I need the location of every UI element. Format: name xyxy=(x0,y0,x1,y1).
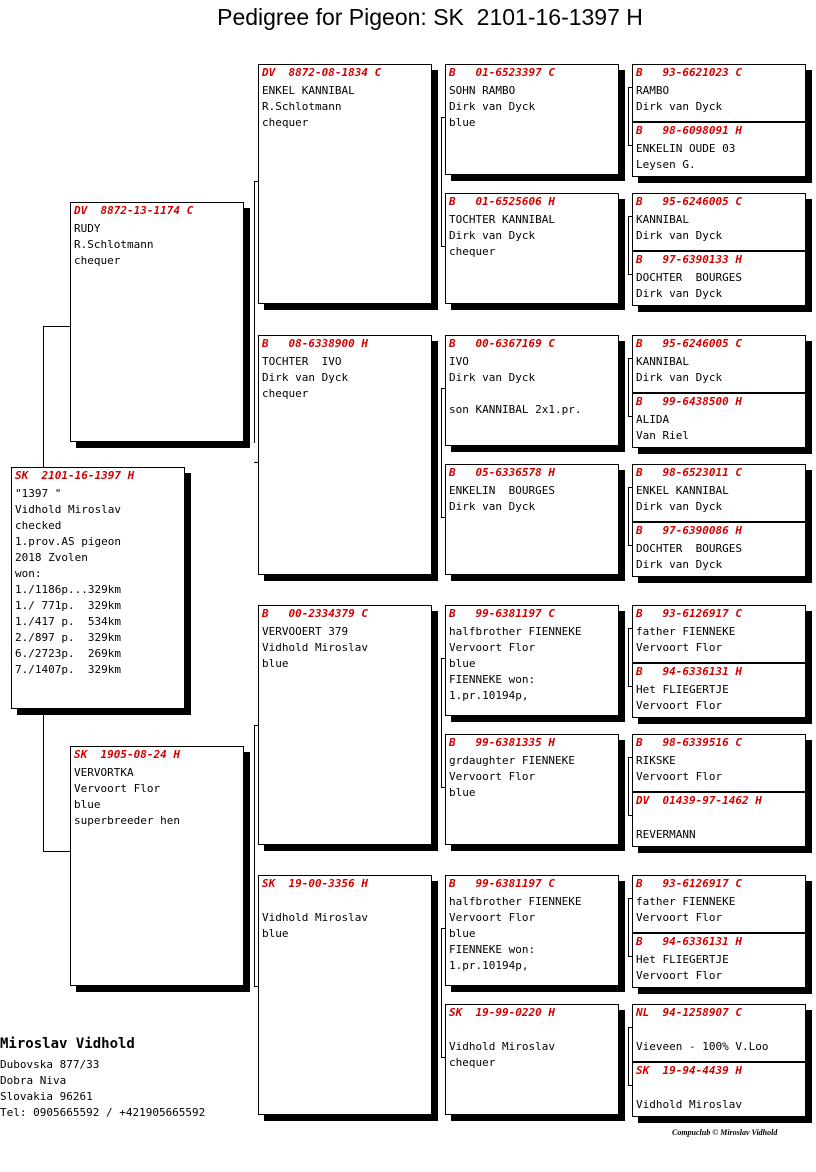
ring-number: DV 01439-97-1462 H xyxy=(636,793,762,807)
bird-details xyxy=(449,624,618,704)
footer-credit: Compuclub © Miroslav Vidhold xyxy=(672,1128,778,1137)
detail-line: blue xyxy=(449,657,476,670)
detail-line: DOCHTER BOURGES xyxy=(636,270,742,284)
detail-line: DOCHTER BOURGES xyxy=(636,541,742,555)
bird-details xyxy=(636,753,805,785)
detail-line: Dirk van Dyck xyxy=(449,500,536,513)
ring-number: DV 8872-08-1834 C xyxy=(262,66,382,79)
detail-line: blue xyxy=(262,657,289,670)
detail-line: Vervoort Flor xyxy=(636,911,723,924)
ring-number: B 08-6338900 H xyxy=(262,337,368,350)
dam-cell xyxy=(633,252,805,307)
great-grandparent-card-ddd[interactable] xyxy=(445,1004,619,1115)
grandparent-card-dd[interactable] xyxy=(258,875,432,1115)
ring-number: B 97-6390133 H xyxy=(636,252,742,266)
bird-details xyxy=(449,212,618,260)
gen5-pair-card-2[interactable] xyxy=(632,335,806,448)
detail-line: Vervoort Flor xyxy=(449,770,536,783)
detail-line: blue xyxy=(74,798,101,811)
detail-line: 7./1407p. 329km xyxy=(15,663,121,676)
detail-line xyxy=(262,894,431,910)
detail-line: ALIDA xyxy=(636,412,670,426)
ring-number: B 99-6381197 C xyxy=(449,607,555,620)
great-grandparent-card-dss[interactable] xyxy=(445,605,619,716)
connector-line xyxy=(43,851,70,852)
connector-line xyxy=(628,628,629,686)
ring-number: SK 2101-16-1397 H xyxy=(15,469,135,482)
page-title: Pedigree for Pigeon: SK 2101-16-1397 H xyxy=(217,4,643,30)
ring-number: B 98-6523011 C xyxy=(636,466,742,479)
detail-line: Dirk van Dyck xyxy=(636,557,723,571)
detail-line: REVERMANN xyxy=(636,827,696,841)
detail-line: ENKEL KANNIBAL xyxy=(636,484,729,497)
detail-line: RUDY xyxy=(74,222,101,235)
detail-line: Vervoort Flor xyxy=(449,911,536,924)
detail-line: blue xyxy=(449,116,476,129)
detail-line: TOCHTER KANNIBAL xyxy=(449,213,555,226)
detail-line: ENKEL KANNIBAL xyxy=(262,84,355,97)
great-grandparent-card-ssd[interactable] xyxy=(445,193,619,304)
dam-cell xyxy=(633,123,805,178)
detail-line: "1397 " xyxy=(15,487,62,500)
detail-line: 6./2723p. 269km xyxy=(15,647,121,660)
connector-line xyxy=(628,487,629,545)
ring-number: B 93-6621023 C xyxy=(636,66,742,79)
detail-line: Dirk van Dyck xyxy=(636,229,723,242)
gen5-pair-card-7[interactable] xyxy=(632,1004,806,1117)
dam-card[interactable] xyxy=(70,746,244,986)
sire-card[interactable] xyxy=(70,202,244,442)
detail-line: superbreeder hen xyxy=(74,814,180,827)
dam-cell xyxy=(633,394,805,449)
bird-details xyxy=(449,483,618,515)
gen5-pair-card-1[interactable] xyxy=(632,193,806,306)
gen5-pair-card-5[interactable] xyxy=(632,734,806,847)
detail-line: R.Schlotmann xyxy=(262,100,342,113)
detail-line: Vervoort Flor xyxy=(636,641,723,654)
owner-phone: Tel: 0905665592 / +421905665592 xyxy=(0,1106,206,1119)
detail-line: Dirk van Dyck xyxy=(449,229,536,242)
ring-number: B 00-2334379 C xyxy=(262,607,368,620)
connector-line xyxy=(441,388,442,517)
detail-line xyxy=(636,1023,805,1039)
connector-line xyxy=(628,358,629,416)
ring-number: DV 8872-13-1174 C xyxy=(74,204,194,217)
ring-number: NL 94-1258907 C xyxy=(636,1006,742,1019)
dam-cell xyxy=(633,523,805,578)
detail-line: blue xyxy=(449,927,476,940)
ring-number: B 99-6381197 C xyxy=(449,877,555,890)
detail-line: 1./417 p. 534km xyxy=(15,615,121,628)
connector-line xyxy=(441,658,442,787)
connector-line xyxy=(441,928,442,1057)
grandparent-card-ss[interactable] xyxy=(258,64,432,304)
connector-line xyxy=(628,87,629,145)
bird-details xyxy=(636,412,805,444)
bird-details xyxy=(449,894,618,974)
detail-line: Leysen G. xyxy=(636,157,696,171)
sire-cell xyxy=(633,194,805,251)
detail-line: chequer xyxy=(449,245,496,258)
detail-line: Dirk van Dyck xyxy=(449,371,536,384)
detail-line: 1./ 771p. 329km xyxy=(15,599,121,612)
detail-line: Van Riel xyxy=(636,428,689,442)
detail-line: SOHN RAMBO xyxy=(449,84,516,97)
detail-line: chequer xyxy=(262,116,309,129)
ring-number: B 93-6126917 C xyxy=(636,607,742,620)
bird-details xyxy=(636,1081,805,1113)
gen5-pair-card-3[interactable] xyxy=(632,464,806,577)
bird-details xyxy=(636,811,805,843)
bird-details xyxy=(636,83,805,115)
ring-number: B 97-6390086 H xyxy=(636,523,742,537)
sire-cell xyxy=(633,735,805,792)
detail-line: 2018 Zvolen xyxy=(15,551,88,564)
detail-line: ENKELIN OUDE 03 xyxy=(636,141,736,155)
connector-line xyxy=(43,326,44,468)
bird-details xyxy=(15,486,184,678)
connector-line xyxy=(628,1027,629,1085)
detail-line: Het FLIEGERTJE xyxy=(636,682,729,696)
sire-cell xyxy=(633,876,805,933)
ring-number: B 98-6339516 C xyxy=(636,736,742,749)
dam-cell xyxy=(633,793,805,848)
bird-details xyxy=(262,624,431,672)
gen5-pair-card-4[interactable] xyxy=(632,605,806,718)
detail-line: IVO xyxy=(449,355,469,368)
detail-line: KANNIBAL xyxy=(636,355,689,368)
ring-number: SK 19-00-3356 H xyxy=(262,877,368,890)
detail-line: Dirk van Dyck xyxy=(449,100,536,113)
detail-line: halfbrother FIENNEKE xyxy=(449,895,582,908)
detail-line xyxy=(636,1081,805,1097)
grandparent-card-sd[interactable] xyxy=(258,335,432,575)
detail-line: blue xyxy=(262,927,289,940)
detail-line: halfbrother FIENNEKE xyxy=(449,625,582,638)
detail-line: chequer xyxy=(449,1056,496,1069)
gen5-pair-card-0[interactable] xyxy=(632,64,806,177)
detail-line xyxy=(636,811,805,827)
ring-number: SK 1905-08-24 H xyxy=(74,748,180,761)
sire-cell xyxy=(633,465,805,522)
ring-number: B 05-6336578 H xyxy=(449,466,555,479)
bird-details xyxy=(636,952,805,984)
detail-line: VERVOOERT 379 xyxy=(262,625,349,638)
connector-line xyxy=(628,216,629,274)
detail-line: Vervoort Flor xyxy=(449,641,536,654)
sire-cell xyxy=(633,336,805,393)
connector-line xyxy=(628,898,629,956)
detail-line: won: xyxy=(15,567,42,580)
great-grandparent-card-sds[interactable] xyxy=(445,335,619,446)
detail-line: Vidhold Miroslav xyxy=(262,641,368,654)
detail-line: blue xyxy=(449,786,476,799)
detail-line: father FIENNEKE xyxy=(636,625,736,638)
detail-line xyxy=(449,386,618,402)
detail-line: RIKSKE xyxy=(636,754,676,767)
ring-number: B 01-6525606 H xyxy=(449,195,555,208)
detail-line: Dirk van Dyck xyxy=(636,286,723,300)
bird-details xyxy=(449,83,618,131)
owner-name: Miroslav Vidhold xyxy=(0,1036,135,1052)
ring-number: B 95-6246005 C xyxy=(636,337,742,350)
detail-line: Vervoort Flor xyxy=(636,968,723,982)
detail-line: RAMBO xyxy=(636,84,670,97)
bird-details xyxy=(636,270,805,302)
owner-address-line: Dubovska 877/33 xyxy=(0,1058,100,1071)
connector-line xyxy=(628,757,629,815)
connector-line xyxy=(441,117,442,246)
detail-line: ENKELIN BOURGES xyxy=(449,484,555,497)
detail-line: Vidhold Miroslav xyxy=(15,503,121,516)
ring-number: B 99-6381335 H xyxy=(449,736,555,749)
ring-number: B 94-6336131 H xyxy=(636,934,742,948)
subject-pigeon-card[interactable] xyxy=(11,467,185,709)
detail-line: Vieveen - 100% V.Loo xyxy=(636,1040,769,1053)
connector-line xyxy=(43,326,70,327)
great-grandparent-card-sss[interactable] xyxy=(445,64,619,175)
great-grandparent-card-dsd[interactable] xyxy=(445,734,619,845)
bird-details xyxy=(449,1023,618,1071)
detail-line: Vidhold Miroslav xyxy=(262,911,368,924)
detail-line: KANNIBAL xyxy=(636,213,689,226)
bird-details xyxy=(636,541,805,573)
dam-cell xyxy=(633,1063,805,1118)
detail-line: 1.pr.10194p, xyxy=(449,959,529,972)
owner-address-line: Slovakia 96261 xyxy=(0,1090,93,1103)
grandparent-card-ds[interactable] xyxy=(258,605,432,845)
detail-line: Vervoort Flor xyxy=(74,782,161,795)
detail-line: FIENNEKE won: xyxy=(449,943,536,956)
connector-line xyxy=(43,709,44,851)
connector-line xyxy=(254,181,255,443)
bird-details xyxy=(636,1023,805,1055)
detail-line: son KANNIBAL 2x1.pr. xyxy=(449,403,582,416)
detail-line xyxy=(449,1023,618,1039)
detail-line: Dirk van Dyck xyxy=(636,100,723,113)
detail-line: Het FLIEGERTJE xyxy=(636,952,729,966)
dam-cell xyxy=(633,934,805,989)
detail-line: Vervoort Flor xyxy=(636,770,723,783)
detail-line: Dirk van Dyck xyxy=(636,500,723,513)
detail-line: Dirk van Dyck xyxy=(636,371,723,384)
bird-details xyxy=(636,682,805,714)
bird-details xyxy=(636,212,805,244)
bird-details xyxy=(449,753,618,801)
ring-number: B 01-6523397 C xyxy=(449,66,555,79)
ring-number: B 95-6246005 C xyxy=(636,195,742,208)
detail-line: TOCHTER IVO xyxy=(262,355,342,368)
detail-line: 1./1186p...329km xyxy=(15,583,121,596)
connector-line xyxy=(254,725,255,987)
ring-number: B 00-6367169 C xyxy=(449,337,555,350)
bird-details xyxy=(74,221,243,269)
bird-details xyxy=(636,483,805,515)
great-grandparent-card-sdd[interactable] xyxy=(445,464,619,575)
detail-line: R.Schlotmann xyxy=(74,238,154,251)
bird-details xyxy=(74,765,243,829)
detail-line: FIENNEKE won: xyxy=(449,673,536,686)
detail-line: 1.pr.10194p, xyxy=(449,689,529,702)
bird-details xyxy=(262,894,431,942)
gen5-pair-card-6[interactable] xyxy=(632,875,806,988)
bird-details xyxy=(449,354,618,418)
bird-details xyxy=(636,894,805,926)
ring-number: SK 19-99-0220 H xyxy=(449,1006,555,1019)
detail-line: grdaughter FIENNEKE xyxy=(449,754,575,767)
bird-details xyxy=(636,141,805,173)
detail-line: checked xyxy=(15,519,62,532)
detail-line: Vervoort Flor xyxy=(636,698,723,712)
sire-cell xyxy=(633,65,805,122)
ring-number: B 98-6098091 H xyxy=(636,123,742,137)
sire-cell xyxy=(633,606,805,663)
detail-line: 1.prov.AS pigeon xyxy=(15,535,121,548)
dam-cell xyxy=(633,664,805,719)
ring-number: B 94-6336131 H xyxy=(636,664,742,678)
ring-number: B 99-6438500 H xyxy=(636,394,742,408)
bird-details xyxy=(636,624,805,656)
bird-details xyxy=(262,83,431,131)
detail-line: VERVORTKA xyxy=(74,766,134,779)
detail-line: Dirk van Dyck xyxy=(262,371,349,384)
detail-line: Vidhold Miroslav xyxy=(636,1097,742,1111)
detail-line: chequer xyxy=(262,387,309,400)
detail-line: 2./897 p. 329km xyxy=(15,631,121,644)
bird-details xyxy=(636,354,805,386)
bird-details xyxy=(262,354,431,402)
detail-line: chequer xyxy=(74,254,121,267)
ring-number: B 93-6126917 C xyxy=(636,877,742,890)
great-grandparent-card-dds[interactable] xyxy=(445,875,619,986)
owner-address-line: Dobra Niva xyxy=(0,1074,67,1087)
ring-number: SK 19-94-4439 H xyxy=(636,1063,742,1077)
detail-line: Vidhold Miroslav xyxy=(449,1040,555,1053)
sire-cell xyxy=(633,1005,805,1062)
owner-block xyxy=(0,1035,205,1121)
detail-line: father FIENNEKE xyxy=(636,895,736,908)
